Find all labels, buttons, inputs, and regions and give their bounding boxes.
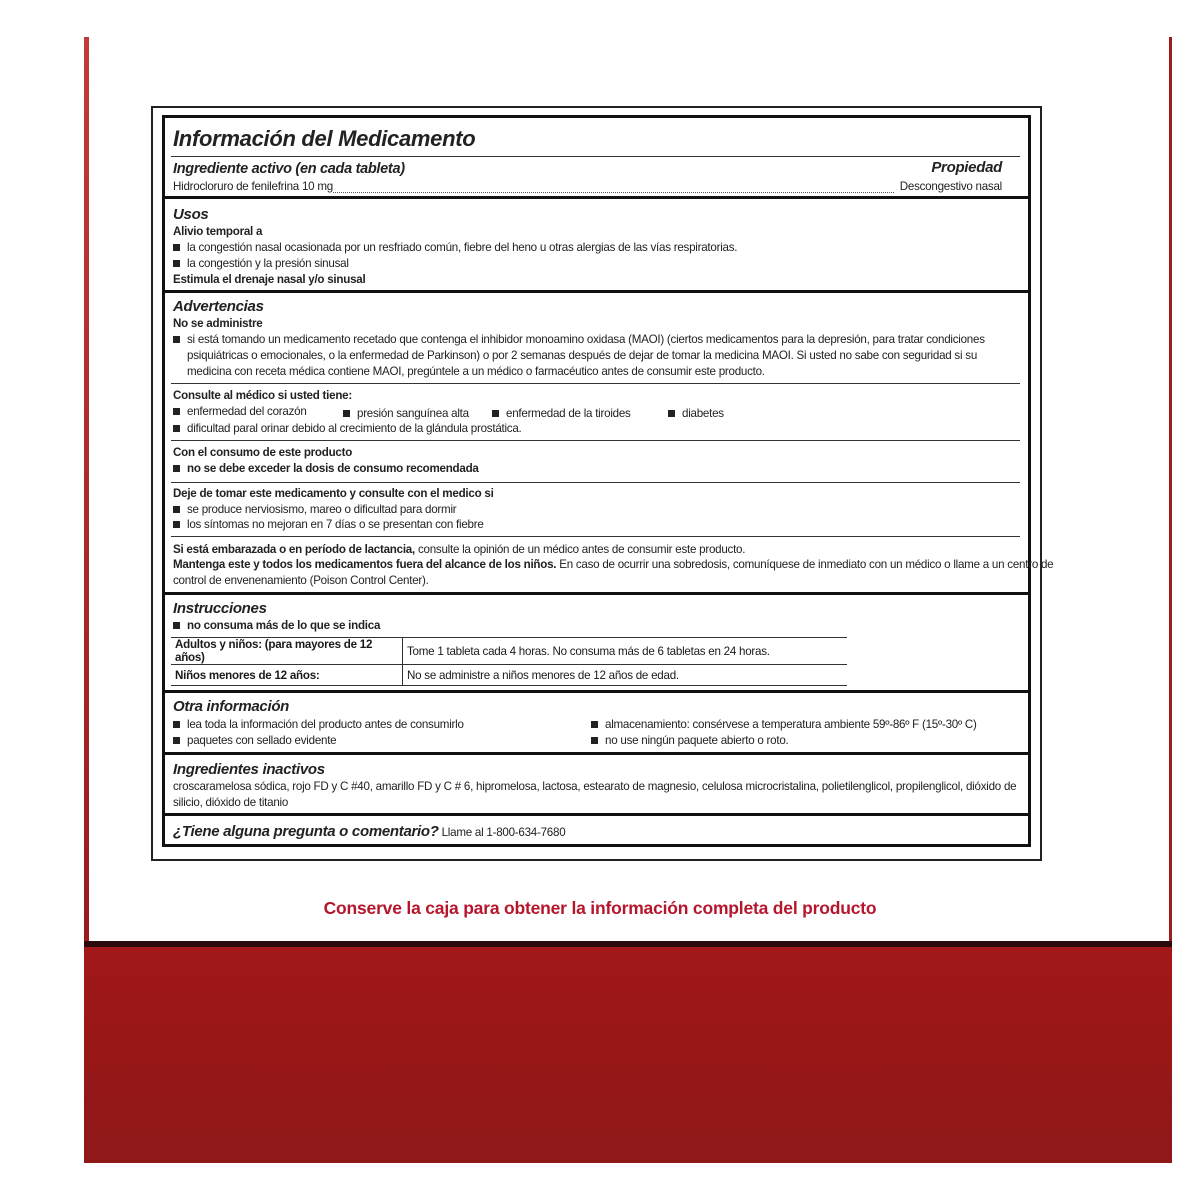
other-info-item: almacenamiento: consérvese a temperatura ambiente 59º-86º F (15º-30º C) [591, 718, 977, 731]
bullet-icon [173, 521, 180, 528]
bullet-icon [173, 737, 180, 744]
age-group: Adultos y niños: (para mayores de 12 años) [171, 638, 403, 665]
table-row [171, 638, 847, 665]
uses-footer: Estimula el drenaje nasal y/o sinusal [173, 273, 366, 286]
purpose-value: Descongestivo nasal [899, 180, 1002, 193]
bullet-icon [173, 408, 180, 415]
when-using-item: no se debe exceder la dosis de consumo recomendada [173, 462, 479, 475]
dose: Tome 1 tableta cada 4 horas. No consuma más de 6 tabletas en 24 horas. [403, 638, 848, 665]
warnings-heading: Advertencias [173, 298, 264, 315]
do-not-use-line: medicina con receta médica contiene MAOI, pregúntele a un médico o farmacéutico antes de consumir este producto. [187, 365, 765, 378]
pregnancy-warning: Si está embarazada o en período de lactancia, consulte la opinión de un médico antes de consumir este producto. [173, 543, 746, 556]
bullet-icon [173, 721, 180, 728]
uses-item: la congestión nasal ocasionada por un resfriado común, fiebre del heno u otras alergias de las vías respiratorias. [173, 241, 737, 254]
bullet-icon [173, 506, 180, 513]
active-ingredient-heading: Ingrediente activo (en cada tableta) [173, 161, 405, 177]
section-rule [165, 752, 1028, 755]
bullet-icon [173, 260, 180, 267]
other-info-item: lea toda la información del producto antes de consumirlo [173, 718, 464, 731]
when-using-heading: Con el consumo de este producto [173, 446, 353, 459]
other-info-heading: Otra información [173, 698, 290, 715]
uses-heading: Usos [173, 206, 209, 223]
drug-facts-title: Información del Medicamento [173, 126, 476, 151]
title-rule [171, 156, 1020, 157]
uses-item: la congestión y la presión sinusal [173, 257, 349, 270]
stop-use-item: los síntomas no mejoran en 7 días o se presentan con fiebre [173, 518, 484, 531]
warning-rule [171, 383, 1020, 384]
poison-control: control de envenenamiento (Poison Control Center). [173, 574, 429, 587]
age-group: Niños menores de 12 años: [171, 665, 403, 686]
section-rule [165, 813, 1028, 816]
ask-doctor-item: enfermedad de la tiroides [492, 407, 631, 420]
ask-doctor-item: dificultad paral orinar debido al crecimiento de la glándula prostática. [173, 422, 522, 435]
section-rule [165, 196, 1028, 199]
dot-leader [333, 192, 894, 193]
warning-rule [171, 536, 1020, 537]
stop-use-item: se produce nerviosismo, mareo o dificultad para dormir [173, 503, 456, 516]
directions-heading: Instrucciones [173, 600, 267, 617]
bullet-icon [173, 622, 180, 629]
purpose-heading: Propiedad [931, 159, 1002, 176]
questions-heading: ¿Tiene alguna pregunta o comentario? [173, 823, 439, 840]
stop-use-heading: Deje de tomar este medicamento y consulte con el medico si [173, 487, 494, 500]
inactive-heading: Ingredientes inactivos [173, 761, 325, 778]
ask-doctor-item: enfermedad del corazón [173, 405, 307, 418]
ask-doctor-item: presión sanguínea alta [343, 407, 469, 420]
drug-facts-panel [162, 115, 1054, 847]
keep-out-of-reach: Mantenga este y todos los medicamentos fuera del alcance de los niños. En caso de ocurrir una sobredosis, comuníquese de inmediato con un médico o llame a un centro de [173, 558, 1054, 571]
do-not-use-line: si está tomando un medicamento recetado que contenga el inhibidor monoamino oxidasa (MAOI) (ciertos medicamentos para la depresión, para tratar condiciones [173, 333, 985, 346]
warning-rule [171, 440, 1020, 441]
inactive-list: croscaramelosa sódica, rojo FD y C #40, amarillo FD y C # 6, hipromelosa, lactosa, estearato de magnesio, celulosa microcristalina, polietilenglicol, propilenglicol, dióxido de [173, 780, 1017, 793]
do-not-use-heading: No se administre [173, 317, 263, 330]
footer-note: Conserve la caja para obtener la información completa del producto [323, 898, 877, 918]
active-ingredient: Hidrocloruro de fenilefrina 10 mg [173, 180, 333, 193]
bullet-icon [173, 465, 180, 472]
inactive-list: silicio, dióxido de titanio [173, 796, 289, 809]
bullet-icon [343, 410, 350, 417]
warning-rule [171, 482, 1020, 483]
ask-doctor-item: diabetes [668, 407, 724, 420]
directions-section [165, 595, 1028, 691]
other-info-item: no use ningún paquete abierto o roto. [591, 734, 789, 747]
other-info-item: paquetes con sellado evidente [173, 734, 336, 747]
do-not-use-line: psiquiátricas o emocionales, o la enfermedad de Parkinson) o por 2 semanas después de dejar de tomar la medicina MAOI. Si usted no sabe con seguridad si su [187, 349, 978, 362]
table-row [171, 665, 847, 686]
phone-number: Llame al 1-800-634-7680 [438, 826, 566, 839]
bullet-icon [173, 244, 180, 251]
bullet-icon [591, 737, 598, 744]
questions-line [173, 823, 565, 840]
bullet-icon [492, 410, 499, 417]
ask-doctor-heading: Consulte al médico si usted tiene: [173, 389, 352, 402]
dose: No se administre a niños menores de 12 años de edad. [403, 665, 848, 686]
bullet-icon [173, 336, 180, 343]
bullet-icon [173, 425, 180, 432]
section-rule [165, 290, 1028, 293]
directions-table [171, 637, 847, 686]
directions-item: no consuma más de lo que se indica [173, 619, 380, 632]
section-rule [165, 690, 1028, 693]
uses-intro: Alivio temporal a [173, 225, 263, 238]
red-band [84, 947, 1172, 1163]
bullet-icon [668, 410, 675, 417]
bullet-icon [591, 721, 598, 728]
